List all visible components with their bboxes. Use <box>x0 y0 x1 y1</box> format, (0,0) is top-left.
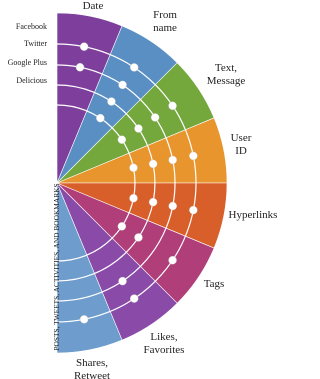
ring-dot <box>189 206 197 214</box>
segment-label: Text, Message <box>206 62 246 87</box>
ring-dot <box>149 198 157 206</box>
segment-label: From name <box>153 9 177 34</box>
segment-label: Hyperlinks <box>228 209 278 221</box>
ring-dot <box>119 81 127 89</box>
ring-dot <box>151 113 159 121</box>
ring-dot <box>130 295 138 303</box>
ring-dot <box>169 156 177 164</box>
segment-label: Likes, Favorites <box>143 331 185 356</box>
segment-label: Tags <box>203 278 225 290</box>
ring-dot <box>80 43 88 51</box>
ring-dot <box>118 136 126 144</box>
ring-label: Facebook <box>15 22 47 31</box>
ring-dot <box>169 202 177 210</box>
ring-label-list <box>8 22 48 85</box>
ring-dot <box>107 98 115 106</box>
ring-dot <box>76 63 84 71</box>
ring-dot <box>130 63 138 71</box>
ring-label: Twitter <box>24 39 47 48</box>
ring-dot <box>169 256 177 264</box>
ring-dot <box>169 102 177 110</box>
ring-label: Delicious <box>16 76 47 85</box>
ring-dot <box>130 164 138 172</box>
segment-label: User ID <box>230 132 252 157</box>
vertical-axis-label: POSTS, TWEETS, ACTIVITIES, AND BOOKMARKS <box>52 183 61 351</box>
ring-dot <box>189 152 197 160</box>
ring-dot <box>149 160 157 168</box>
ring-dot <box>134 233 142 241</box>
ring-label: Google Plus <box>7 58 47 67</box>
segment-label: Shares, Retweet <box>73 357 111 379</box>
segment-label: Date <box>82 0 104 12</box>
ring-dot <box>96 114 104 122</box>
ring-dot <box>130 194 138 202</box>
ring-dot <box>119 277 127 285</box>
ring-dot <box>134 125 142 133</box>
ring-dot <box>80 315 88 323</box>
ring-dot <box>118 222 126 230</box>
